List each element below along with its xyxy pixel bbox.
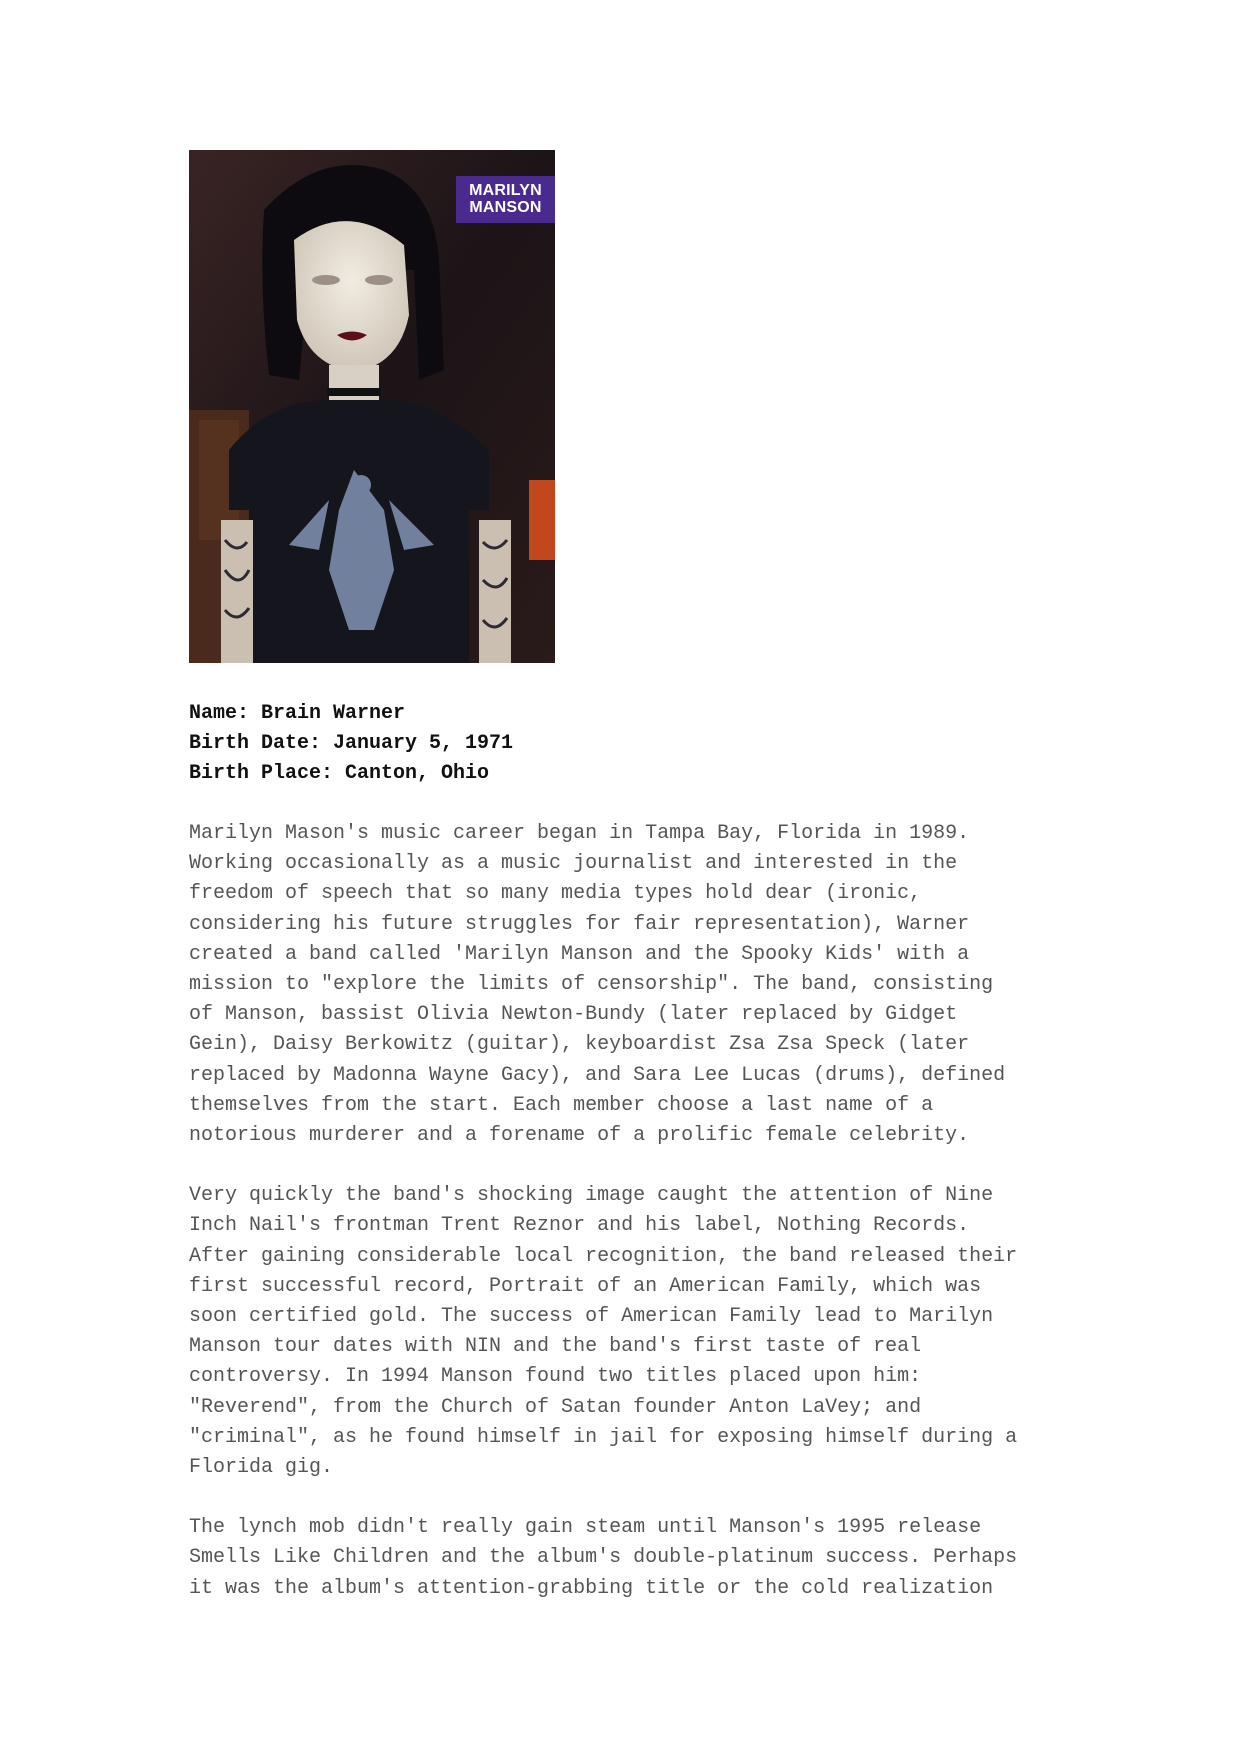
badge-line-1: MARILYN	[469, 182, 542, 199]
paragraph-line: Florida gig.	[189, 1456, 334, 1480]
paragraph-line: replaced by Madonna Wayne Gacy), and Sara Lee Lucas (drums), defined	[189, 1063, 1006, 1087]
paragraph-line: Working occasionally as a music journalist and interested in the	[189, 852, 958, 876]
paragraph-line: it was the album's attention-grabbing title or the cold realization	[189, 1576, 994, 1600]
paragraph-line: first successful record, Portrait of an American Family, which was	[189, 1274, 982, 1298]
paragraph-line: Manson tour dates with NIN and the band's first taste of real	[189, 1335, 922, 1359]
badge-line-2: MANSON	[469, 199, 542, 216]
paragraph-line: Marilyn Mason's music career began in Tampa Bay, Florida in 1989.	[189, 822, 970, 845]
paragraph-line: notorious murderer and a forename of a prolific female celebrity.	[189, 1124, 970, 1148]
biography-paragraph	[189, 1181, 1069, 1483]
paragraph-line: After gaining considerable local recognition, the band released their	[189, 1244, 1018, 1268]
paragraph-line: freedom of speech that so many media types hold dear (ironic,	[189, 882, 922, 906]
birth-date-field: Birth Date: January 5, 1971	[189, 732, 514, 755]
biography-text	[189, 819, 1069, 1604]
document-page	[189, 150, 1069, 1634]
paragraph-line: of Manson, bassist Olivia Newton-Bundy (later replaced by Gidget	[189, 1003, 958, 1027]
artist-info	[189, 699, 1069, 789]
paragraph-line: considering his future struggles for fair representation), Warner	[189, 912, 970, 936]
birth-place-field: Birth Place: Canton, Ohio	[189, 762, 490, 785]
biography-paragraph	[189, 1513, 1069, 1604]
biography-paragraph	[189, 819, 1069, 1151]
paragraph-line: Inch Nail's frontman Trent Reznor and his label, Nothing Records.	[189, 1214, 970, 1238]
paragraph-line: "criminal", as he found himself in jail for exposing himself during a	[189, 1425, 1018, 1449]
paragraph-line: controversy. In 1994 Manson found two titles placed upon him:	[189, 1365, 922, 1389]
paragraph-line: mission to "explore the limits of censorship". The band, consisting	[189, 973, 994, 997]
paragraph-line: Very quickly the band's shocking image caught the attention of Nine	[189, 1184, 994, 1208]
paragraph-line: soon certified gold. The success of American Family lead to Marilyn	[189, 1305, 994, 1329]
paragraph-line: Gein), Daisy Berkowitz (guitar), keyboardist Zsa Zsa Speck (later	[189, 1033, 970, 1057]
artist-photo	[189, 150, 555, 663]
artist-name-badge	[456, 176, 555, 223]
name-field: Name: Brain Warner	[189, 702, 406, 725]
paragraph-line: Smells Like Children and the album's double-platinum success. Perhaps	[189, 1546, 1018, 1570]
paragraph-line: The lynch mob didn't really gain steam until Manson's 1995 release	[189, 1516, 982, 1540]
paragraph-line: created a band called 'Marilyn Manson and the Spooky Kids' with a	[189, 942, 970, 966]
paragraph-line: "Reverend", from the Church of Satan founder Anton LaVey; and	[189, 1395, 922, 1419]
portrait-illustration	[189, 150, 555, 663]
paragraph-line: themselves from the start. Each member choose a last name of a	[189, 1093, 934, 1117]
